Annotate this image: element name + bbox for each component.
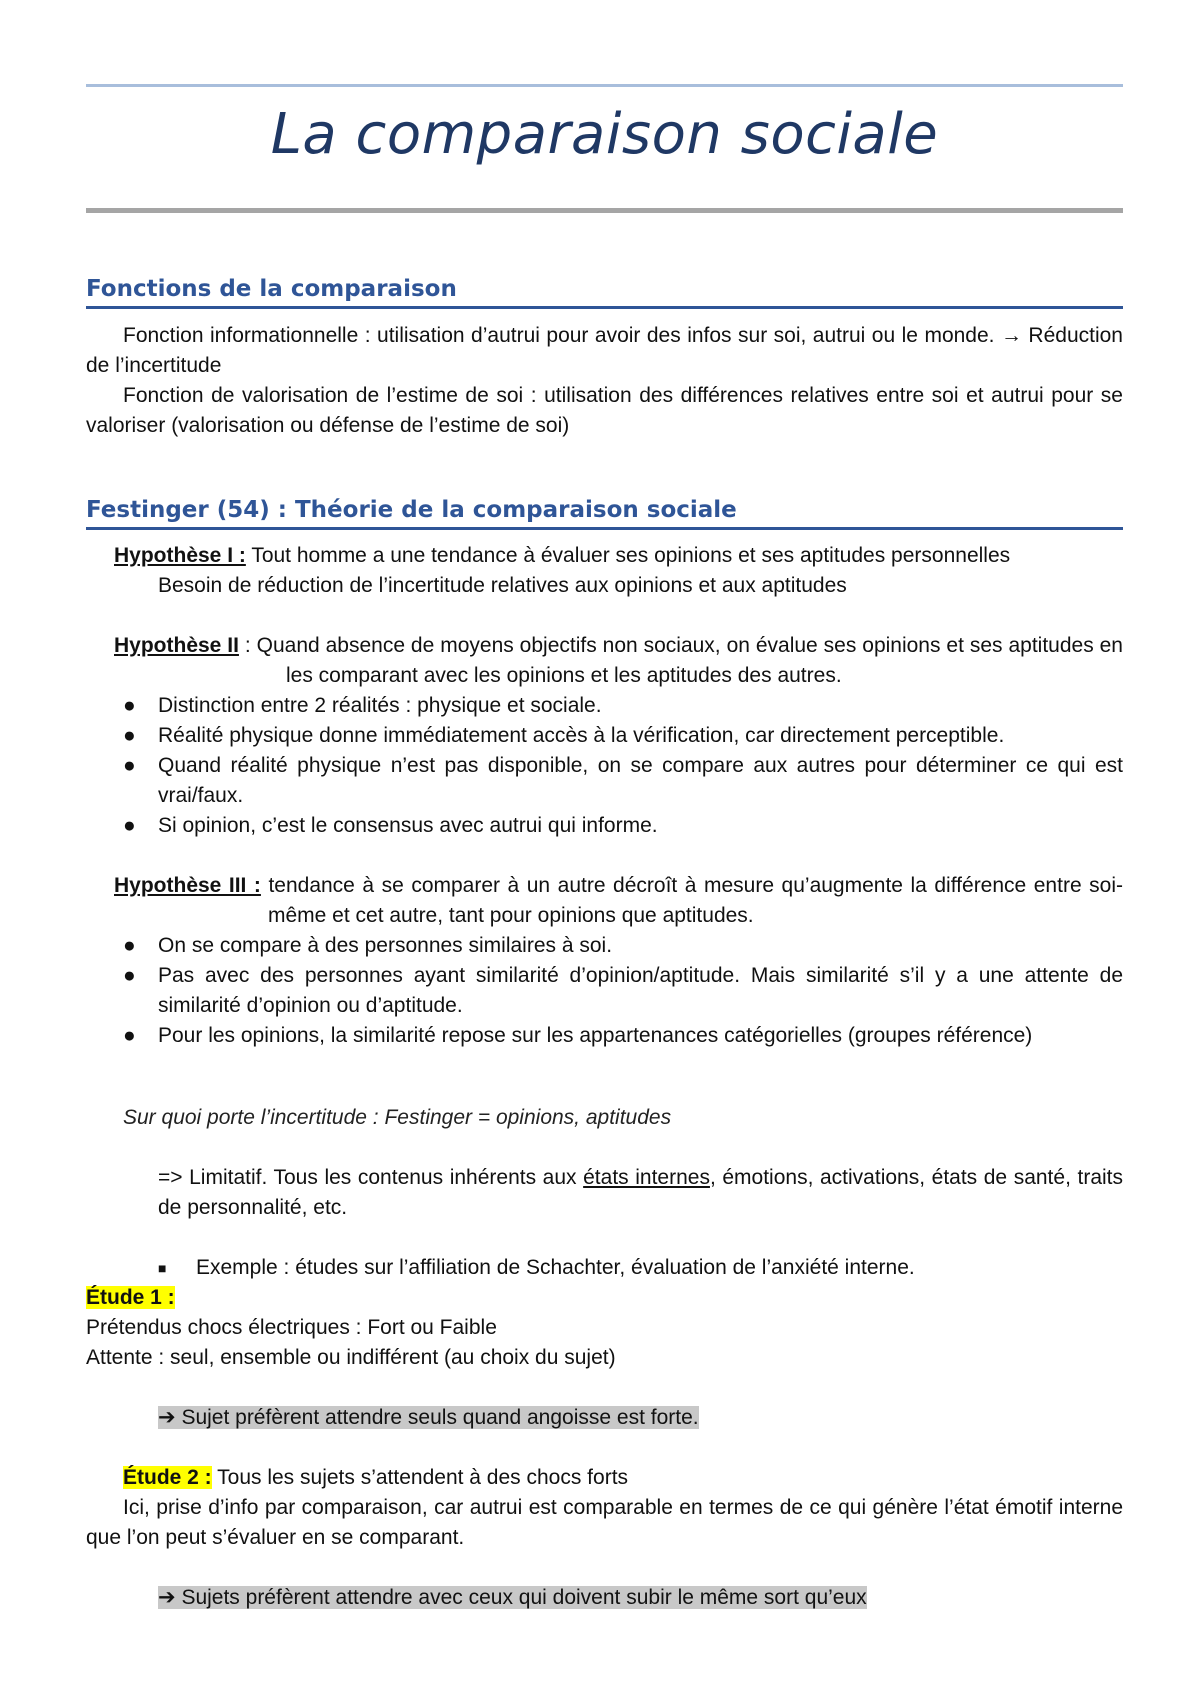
list-item-text: Pour les opinions, la similarité repose sur les appartenances catégorielles (groupes référence) <box>158 1024 1033 1047</box>
bullet-icon: ● <box>123 1024 136 1047</box>
etude-1-result-highlight <box>158 1406 699 1429</box>
list-item <box>86 931 1123 961</box>
incertitude-note: Sur quoi porte l’incertitude : Festinger = opinions, aptitudes <box>123 1106 672 1129</box>
square-bullet-icon: ■ <box>158 1260 167 1276</box>
hypothesis-1-sub: Besoin de réduction de l’incertitude relatives aux opinions et aux aptitudes <box>158 574 847 597</box>
section-heading-fonctions: Fonctions de la comparaison <box>86 274 1123 309</box>
list-item-text: Distinction entre 2 réalités : physique et sociale. <box>158 694 602 717</box>
bullet-icon: ● <box>123 964 136 987</box>
etude-2-line <box>86 1463 1123 1493</box>
paragraph-fonction-valorisation: Fonction de valorisation de l’estime de soi : utilisation des différences relatives entre soi et autrui pour se valoriser (valorisation ou défense de l’estime de soi) <box>86 384 1123 437</box>
list-item <box>86 691 1123 721</box>
bullet-icon: ● <box>123 814 136 837</box>
bullet-icon: ● <box>123 724 136 747</box>
list-item <box>86 1021 1123 1051</box>
bullet-icon: ● <box>123 754 136 777</box>
paragraph-fonction-informationnelle: Fonction informationnelle : utilisation d’autrui pour avoir des infos sur soi, autrui ou le monde. → Réduction de l’incertitude <box>86 324 1123 377</box>
list-item <box>86 751 1123 811</box>
etude-2-text: Tous les sujets s’attendent à des chocs forts <box>211 1466 629 1489</box>
exemple-item <box>86 1253 1123 1283</box>
hypothesis-2-bullets <box>86 691 1123 841</box>
etude-1-line-2: Attente : seul, ensemble ou indifférent (au choix du sujet) <box>86 1346 616 1369</box>
limitatif-text-a: => Limitatif. Tous les contenus inhérents aux <box>158 1166 584 1189</box>
etude-2-result-text: Sujets préfèrent attendre avec ceux qui doivent subir le même sort qu’eux <box>181 1586 867 1609</box>
list-item-text: Quand réalité physique n’est pas disponible, on se compare aux autres pour déterminer ce qui est vrai/faux. <box>158 754 1123 807</box>
hypothesis-3-text: tendance à se comparer à un autre décroît à mesure qu’augmente la différence entre soi-même et cet autre, tant pour opinions que aptitudes. <box>260 874 1123 927</box>
etude-1-result <box>86 1403 1123 1433</box>
exemple-text: Exemple : études sur l’affiliation de Schachter, évaluation de l’anxiété interne. <box>196 1256 915 1279</box>
hypothesis-1 <box>86 541 1123 571</box>
etude-2-result-highlight <box>158 1586 867 1609</box>
list-item <box>86 961 1123 1021</box>
section-festinger-body <box>86 541 1123 1613</box>
arrow-right-icon: ➔ <box>158 1406 182 1429</box>
hypothesis-2-text: : Quand absence de moyens objectifs non sociaux, on évalue ses opinions et ses aptitudes en les comparant avec les opinions et les aptitudes des autres. <box>238 634 1123 687</box>
page-title: La comparaison sociale <box>270 102 939 167</box>
list-item-text: Réalité physique donne immédiatement accès à la vérification, car directement perceptible. <box>158 724 1005 747</box>
list-item <box>86 721 1123 751</box>
title-rule-top <box>86 84 1123 87</box>
title-rule-bottom <box>86 208 1123 213</box>
etude-2-result <box>86 1583 1123 1613</box>
section-heading-festinger: Festinger (54) : Théorie de la comparaison sociale <box>86 495 1123 530</box>
section-fonctions-body <box>86 321 1123 441</box>
list-item-text: On se compare à des personnes similaires à soi. <box>158 934 613 957</box>
etude-2-paragraph: Ici, prise d’info par comparaison, car autrui est comparable en termes de ce qui génère l’état émotif interne que l’on peut s’évaluer en se comparant. <box>86 1496 1123 1549</box>
document-page <box>86 0 1123 1698</box>
hypothesis-1-label: Hypothèse I : <box>114 544 246 567</box>
hypothesis-3-label: Hypothèse III : <box>114 874 261 897</box>
list-item-text: Si opinion, c’est le consensus avec autrui qui informe. <box>158 814 658 837</box>
arrow-right-icon: ➔ <box>158 1586 182 1609</box>
list-item <box>86 811 1123 841</box>
etude-2-label: Étude 2 : <box>123 1466 212 1489</box>
hypothesis-3-bullets <box>86 931 1123 1051</box>
hypothesis-3 <box>86 871 1123 931</box>
etude-1-line-1: Prétendus chocs électriques : Fort ou Faible <box>86 1316 497 1339</box>
bullet-icon: ● <box>123 694 136 717</box>
limitatif-paragraph <box>86 1163 1123 1223</box>
hypothesis-2 <box>86 631 1123 691</box>
hypothesis-1-text: Tout homme a une tendance à évaluer ses opinions et ses aptitudes personnelles <box>245 544 1011 567</box>
list-item-text: Pas avec des personnes ayant similarité d’opinion/aptitude. Mais similarité s’il y a une attente de similarité d’opinion ou d’aptitude. <box>158 964 1123 1017</box>
hypothesis-2-label: Hypothèse II <box>114 634 239 657</box>
etude-1-label: Étude 1 : <box>86 1286 175 1309</box>
etude-1-result-text: Sujet préfèrent attendre seuls quand angoisse est forte. <box>181 1406 699 1429</box>
etude-1-label-line <box>86 1283 1123 1313</box>
bullet-icon: ● <box>123 934 136 957</box>
limitatif-underlined: états internes <box>583 1166 710 1189</box>
limitatif-text-b: , émotions, activations, états de santé, traits de personnalité, etc. <box>158 1166 1123 1219</box>
